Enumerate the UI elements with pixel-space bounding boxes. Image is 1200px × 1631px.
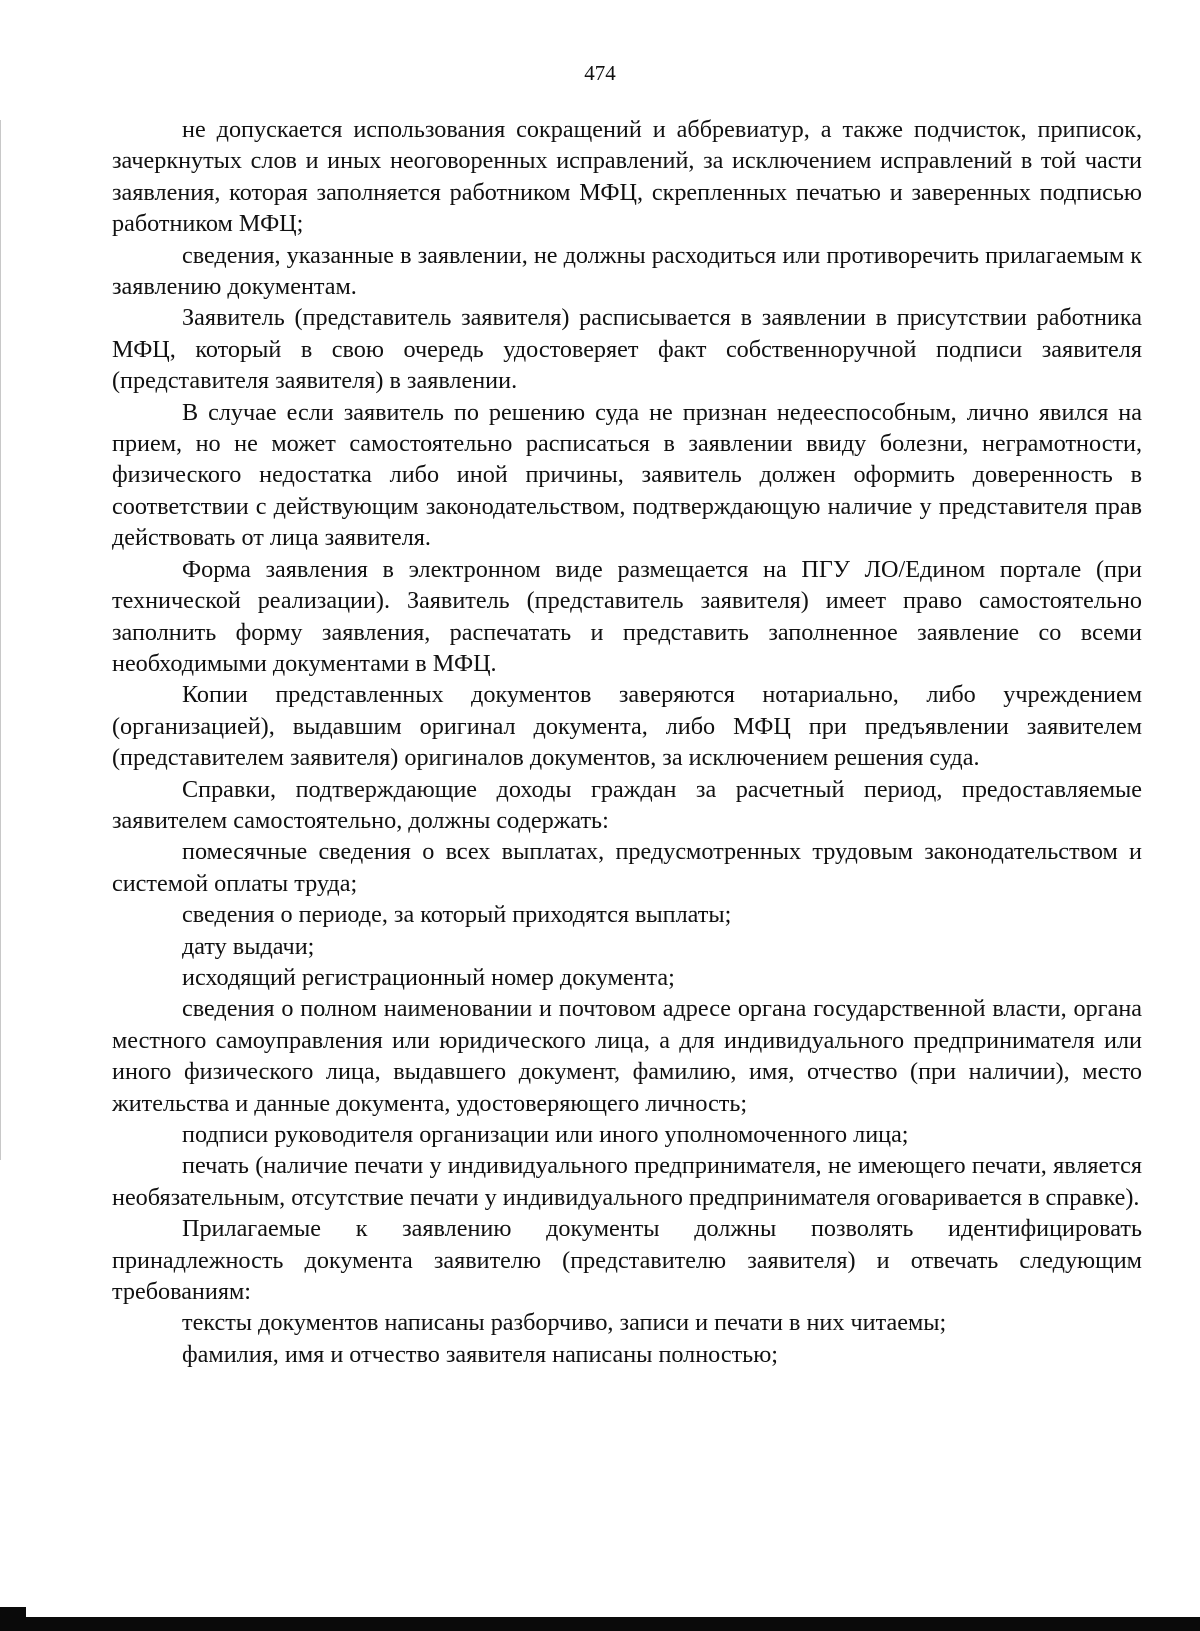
document-body (112, 114, 1142, 1370)
paragraph-seal: печать (наличие печати у индивидуального предпринимателя, не имеющего печати, является необязательным, отсутствие печати у индивидуального предпринимателя оговаривается в справке). (112, 1152, 1142, 1211)
paragraph-issuer-details: сведения о полном наименовании и почтовом адресе органа государственной власти, органа местного самоуправления или юридического лица, а для индивидуального предпринимателя или иного физического лица, выдавшего документ, фамилию, имя, отчество (при наличии), место жительства и данные документа, удостоверяющего личность; (112, 995, 1142, 1117)
paragraph-document-copies: Копии представленных документов заверяются нотариально, либо учреждением (организацией), выдавшим оригинал документа, либо МФЦ при предъявлении заявителем (представителем заявителя) оригиналов документов, за исключением решения суда. (112, 681, 1142, 772)
paragraph-no-contradictions: сведения, указанные в заявлении, не должны расходиться или противоречить прилагаемым к заявлению документам. (112, 241, 1142, 301)
paragraph-issue-date: дату выдачи; (182, 932, 315, 960)
paragraph-electronic-form: Форма заявления в электронном виде размещается на ПГУ ЛО/Едином портале (при технической реализации). Заявитель (представитель заявителя) имеет право самостоятельно заполнить форму заявления, распечатать и представить заполненное заявление со всеми необходимыми документами в МФЦ. (112, 555, 1142, 677)
paragraph-monthly-payments: помесячные сведения о всех выплатах, предусмотренных трудовым законодательством и системой оплаты труда; (112, 838, 1142, 897)
paragraph-applicant-signature: Заявитель (представитель заявителя) расписывается в заявлении в присутствии работника МФЦ, который в свою очередь удостоверяет факт собственноручной подписи заявителя (представителя заявителя) в заявлении. (112, 304, 1142, 395)
paragraph-registration-number: исходящий регистрационный номер документа; (182, 963, 675, 991)
scan-border-corner (0, 1607, 26, 1617)
paragraph-income-certificates: Справки, подтверждающие доходы граждан за расчетный период, предоставляемые заявителем самостоятельно, должны содержать: (112, 775, 1142, 834)
paragraph-legible-texts: тексты документов написаны разборчиво, записи и печати в них читаемы; (182, 1309, 947, 1337)
paragraph-no-abbreviations: не допускается использования сокращений и аббревиатур, а также подчисток, приписок, зачеркнутых слов и иных неоговоренных исправлений, за исключением исправлений в той части заявления, которая заполняется работником МФЦ, скрепленных печатью и заверенных подписью работником МФЦ; (112, 116, 1142, 238)
page-number: 474 (584, 61, 616, 85)
paragraph-signatures: подписи руководителя организации или иного уполномоченного лица; (182, 1121, 909, 1148)
paragraph-power-of-attorney: В случае если заявитель по решению суда не признан недееспособным, лично явился на прием, но не может самостоятельно расписаться в заявлении ввиду болезни, неграмотности, физического недостатка либо иной причины, заявитель должен оформить доверенность в соответствии с действующим законодательством, подтверждающую наличие у представителя прав действовать от лица заявителя. (112, 398, 1142, 552)
paragraph-attached-documents: Прилагаемые к заявлению документы должны позволять идентифицировать принадлежность документа заявителю (представителю заявителя) и отвечать следующим требованиям: (112, 1215, 1142, 1306)
scan-edge-line (0, 120, 1, 1160)
scan-border-bottom (0, 1617, 1200, 1631)
paragraph-full-name: фамилия, имя и отчество заявителя написаны полностью; (182, 1340, 778, 1368)
paragraph-payment-period: сведения о периоде, за который приходятся выплаты; (182, 901, 732, 929)
